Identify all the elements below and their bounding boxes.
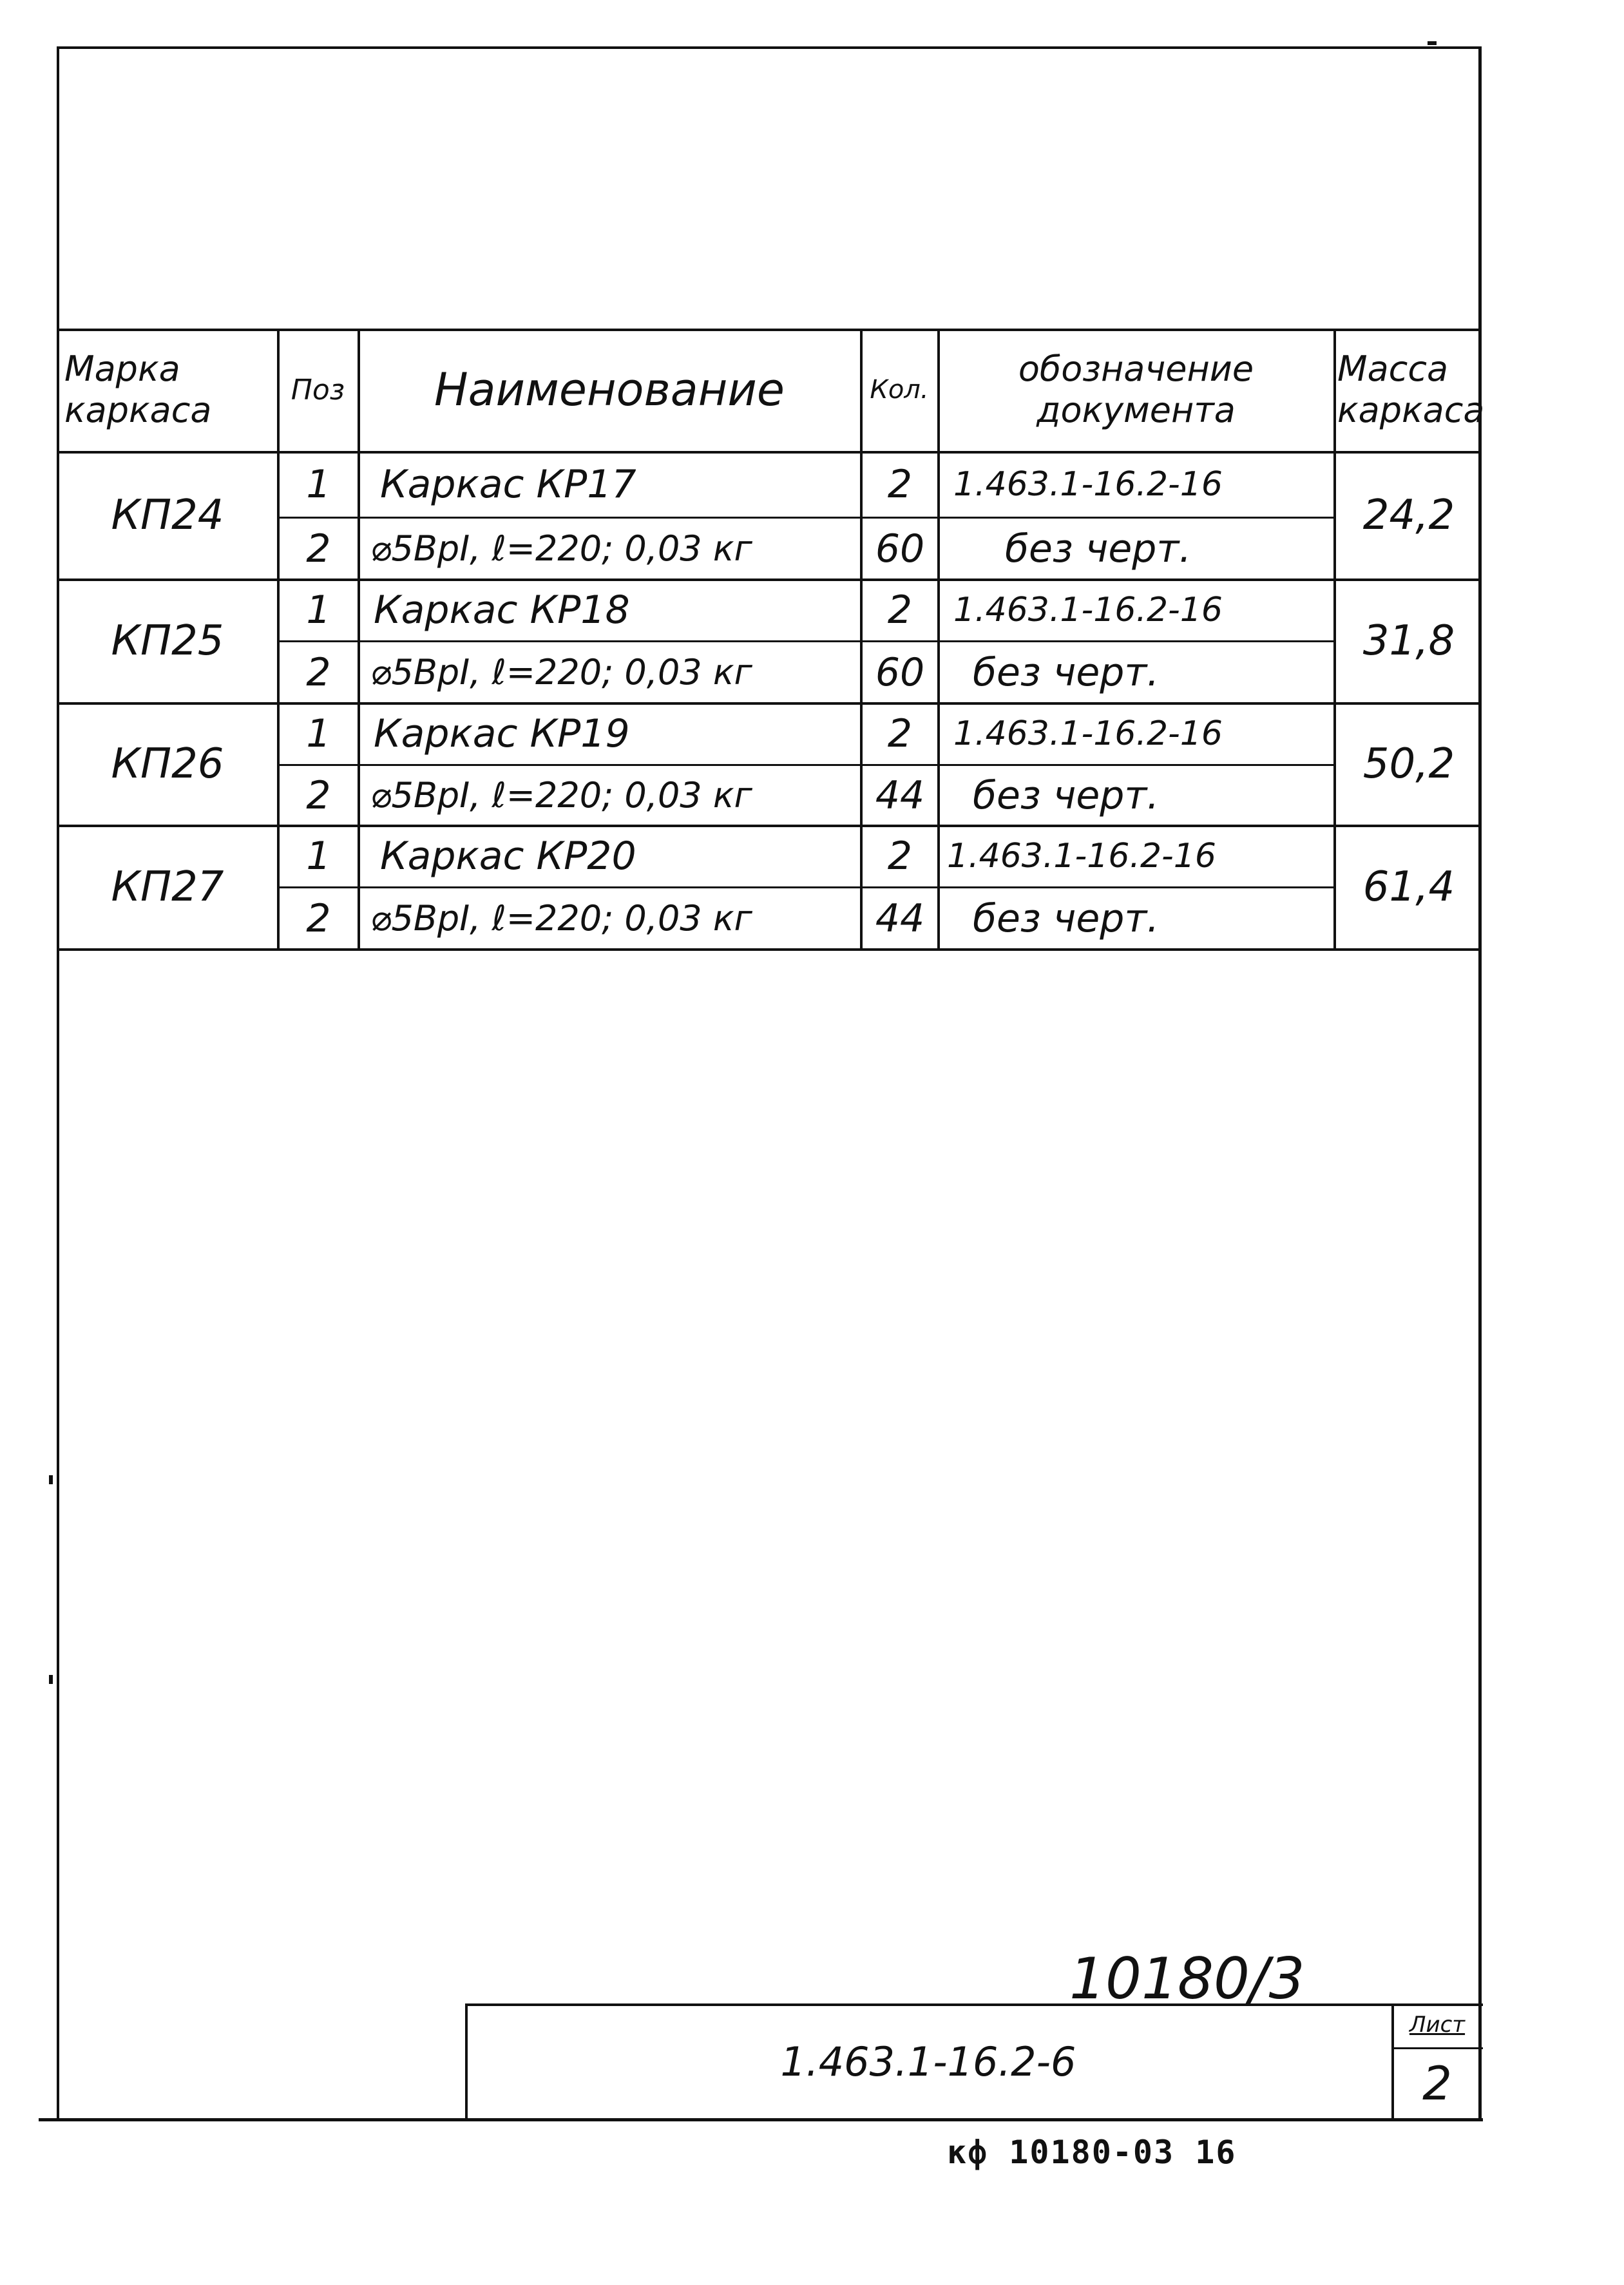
group-mass: 24,2 xyxy=(1362,492,1455,539)
handwritten-note: 10180/3 xyxy=(1069,1946,1305,2012)
sheet-label: Лист xyxy=(1409,2012,1466,2038)
row-name: ⌀5ВрI, ℓ=220; 0,03 кг xyxy=(370,528,752,569)
row-doc: без черт. xyxy=(1005,526,1192,571)
header-mark-line1: Марка xyxy=(64,349,180,389)
row-doc: 1.463.1-16.2-16 xyxy=(953,465,1223,504)
header-qty: Кол. xyxy=(870,375,929,405)
header-doc-line1: обозначение xyxy=(1018,349,1254,389)
group-mass: 31,8 xyxy=(1362,617,1455,665)
row-doc: без черт. xyxy=(973,895,1160,941)
row-qty: 44 xyxy=(875,895,925,941)
row-qty: 60 xyxy=(875,526,925,571)
title-doc-code: 1.463.1-16.2-6 xyxy=(780,2038,1076,2085)
margin-mark-lower xyxy=(49,1675,53,1684)
row-qty: 2 xyxy=(887,588,913,633)
header-mass-line2: каркаса xyxy=(1337,390,1485,430)
row-pos: 2 xyxy=(306,526,331,571)
row-qty: 2 xyxy=(887,462,913,507)
row-doc: 1.463.1-16.2-16 xyxy=(947,837,1216,875)
row-doc: без черт. xyxy=(973,649,1160,695)
sheet-separator xyxy=(1391,2047,1483,2049)
row-pos: 1 xyxy=(306,462,331,507)
row-qty: 2 xyxy=(887,711,913,756)
row-doc: 1.463.1-16.2-16 xyxy=(953,714,1223,753)
row-pos: 2 xyxy=(306,772,331,818)
row-name: Каркас КР17 xyxy=(380,462,636,507)
row-name: Каркас КР18 xyxy=(374,588,630,633)
header-mark xyxy=(64,330,276,450)
row-name: ⌀5ВрI, ℓ=220; 0,03 кг xyxy=(370,652,752,693)
header-mass xyxy=(1337,330,1485,450)
group-mark: КП27 xyxy=(111,863,224,911)
row-name: ⌀5ВрI, ℓ=220; 0,03 кг xyxy=(370,775,752,816)
archive-code: кф 10180-03 16 xyxy=(947,2134,1237,2171)
row-doc: без черт. xyxy=(973,772,1160,818)
header-doc xyxy=(939,330,1333,450)
sheet-number: 2 xyxy=(1422,2056,1452,2110)
group-mark: КП24 xyxy=(111,492,224,539)
row-pos: 2 xyxy=(306,649,331,695)
row-doc: 1.463.1-16.2-16 xyxy=(953,591,1223,629)
group-mass: 61,4 xyxy=(1362,863,1455,911)
row-pos: 1 xyxy=(306,588,331,633)
row-pos: 1 xyxy=(306,711,331,756)
row-pos: 2 xyxy=(306,895,331,941)
row-qty: 2 xyxy=(887,834,913,879)
header-mass-line1: Масса xyxy=(1337,349,1449,389)
header-pos: Поз xyxy=(291,373,345,406)
header-doc-line2: документа xyxy=(1036,390,1236,430)
group-mark: КП25 xyxy=(111,617,224,665)
margin-mark-upper xyxy=(49,1475,53,1484)
header-mark-line2: каркаса xyxy=(64,390,212,430)
row-qty: 44 xyxy=(875,772,925,818)
row-pos: 1 xyxy=(306,834,331,879)
header-name: Наименование xyxy=(434,363,785,416)
row-name: Каркас КР20 xyxy=(380,834,636,879)
row-name: Каркас КР19 xyxy=(374,711,630,756)
row-name: ⌀5ВрI, ℓ=220; 0,03 кг xyxy=(370,898,752,939)
row-qty: 60 xyxy=(875,649,925,695)
corner-mark xyxy=(1428,41,1437,45)
group-mark: КП26 xyxy=(111,740,224,788)
table-bottom-line xyxy=(57,948,1482,951)
group-mass: 50,2 xyxy=(1362,740,1455,788)
